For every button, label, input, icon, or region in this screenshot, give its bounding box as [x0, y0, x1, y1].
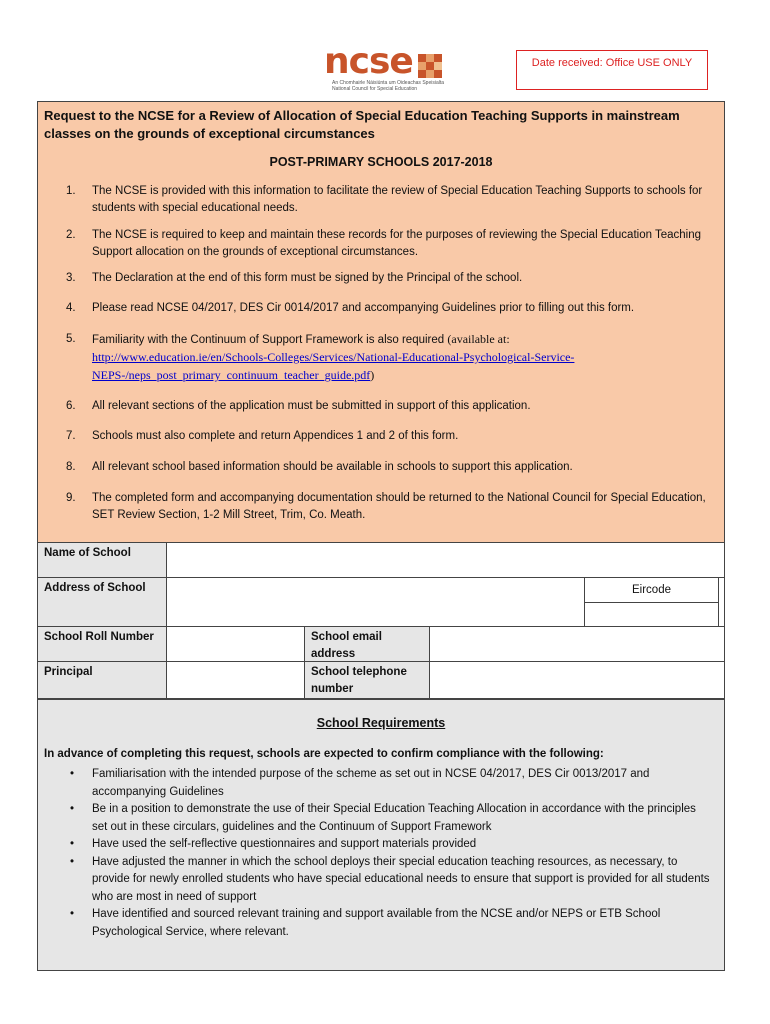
- list-item: • Have adjusted the manner in which the school deploys their special education teaching resources, as necessary, to provide for newly enrolled students who have special educational needs to ensure that support is provided for all students who are most in need of support: [70, 855, 710, 903]
- principal-field[interactable]: [166, 661, 305, 699]
- requirements-heading: School Requirements: [316, 716, 446, 730]
- requirements-list: [44, 766, 714, 941]
- list-item: • Have identified and sourced relevant training and support available from the NCSE and/or NEPS or ETB School Psychological Service, where relevant.: [70, 908, 661, 938]
- list-item: • Have used the self-reflective questionnaires and support materials provided: [44, 836, 714, 854]
- eircode-label: Eircode: [585, 578, 718, 603]
- name-of-school-label: Name of School: [37, 542, 167, 578]
- bullet-icon: •: [70, 855, 75, 868]
- bullet-icon: •: [70, 908, 75, 920]
- school-telephone-label: School telephone number: [304, 661, 430, 699]
- address-of-school-label: Address of School: [37, 577, 167, 627]
- school-telephone-field[interactable]: [429, 661, 725, 699]
- list-item: • Familiarisation with the intended purpose of the scheme as set out in NCSE 04/2017, DES Cir 0013/2017 and accompanying Guidelines: [70, 768, 650, 798]
- request-form: [37, 101, 725, 971]
- school-requirements-section: [38, 700, 724, 970]
- school-email-field[interactable]: [429, 626, 725, 662]
- requirements-lead: In advance of completing this request, schools are expected to confirm compliance with the following:: [44, 748, 604, 760]
- ncse-logo: [324, 41, 449, 98]
- form-title: Request to the NCSE for a Review of Allocation of Special Education Teaching Supports in mainstream classes on the grounds of exceptional circumstances: [44, 108, 680, 141]
- logo-tile-icon: [418, 54, 442, 78]
- school-info-table: [38, 543, 724, 700]
- principal-label: Principal: [37, 661, 167, 699]
- logo-tagline-irish: An Chomhairle Náisiúnta um Oideachas Speisialta: [332, 80, 445, 86]
- logo-tagline-english: National Council for Special Education: [332, 86, 418, 92]
- bullet-icon: •: [70, 768, 75, 780]
- bullet-icon: •: [70, 803, 75, 815]
- logo-wordmark: ncse: [324, 41, 413, 82]
- school-roll-number-label: School Roll Number: [37, 626, 167, 662]
- school-email-label: School email address: [304, 626, 430, 662]
- neps-guide-link[interactable]: http://www.education.ie/en/Schools-Colleges/Services/National-Educational-Psychological-Service-NEPS-/neps_post_primary_continuum_teacher_guide.pdf: [92, 350, 575, 382]
- date-received-box: Date received: Office USE ONLY: [516, 50, 708, 90]
- eircode-box: [584, 577, 719, 627]
- bullet-icon: •: [70, 838, 75, 850]
- school-roll-number-field[interactable]: [166, 626, 305, 662]
- name-of-school-field[interactable]: [166, 542, 725, 578]
- intro-section: Request to the NCSE for a Review of Allocation of Special Education Teaching Supports in mainstream classes on the grounds of exceptional circumstances POST-PRIMARY SCHOOLS 2017-2018 1. The NCSE is provided with this information to facilitate the review of Special Education Teaching Supports to schools for students with special educational needs. 2. The NCSE is required to keep and maintain these records for the purposes of reviewing the Special Education Teaching Support allocation on the grounds of exceptional circumstances. 3. The Declaration at the end of this form must be signed by the Principal of the school. 4. Please read NCSE 04/2017, DES Cir 0014/2017 and accompanying Guidelines prior to filling out this form. 5. Familiarity with the Continuum of Support Framework is also required (available at: http://www.education.ie/en/Schools-Colleges/Services/National-Educational-Psychological-Service-NEPS-/neps_post_primary_continuum_teacher_guide.pdf) 6. All relevant sections of the application must be submitted in support of this application. 7. Schools must also complete and return Appendices 1 and 2 of this form. 8. All relevant school based information should be available in schools to support this application. 9. The completed form and accompanying documentation should be returned to the National Council for Special Education, SET Review Section, 1-2 Mill Street, Trim, Co. Meath.: [38, 102, 724, 543]
- eircode-field[interactable]: [585, 603, 718, 627]
- list-item: • Be in a position to demonstrate the use of their Special Education Teaching Allocation in accordance with the principles set out in these circulars, guidelines and the Continuum of Support Framework: [70, 803, 696, 833]
- form-subtitle: POST-PRIMARY SCHOOLS 2017-2018: [269, 155, 493, 169]
